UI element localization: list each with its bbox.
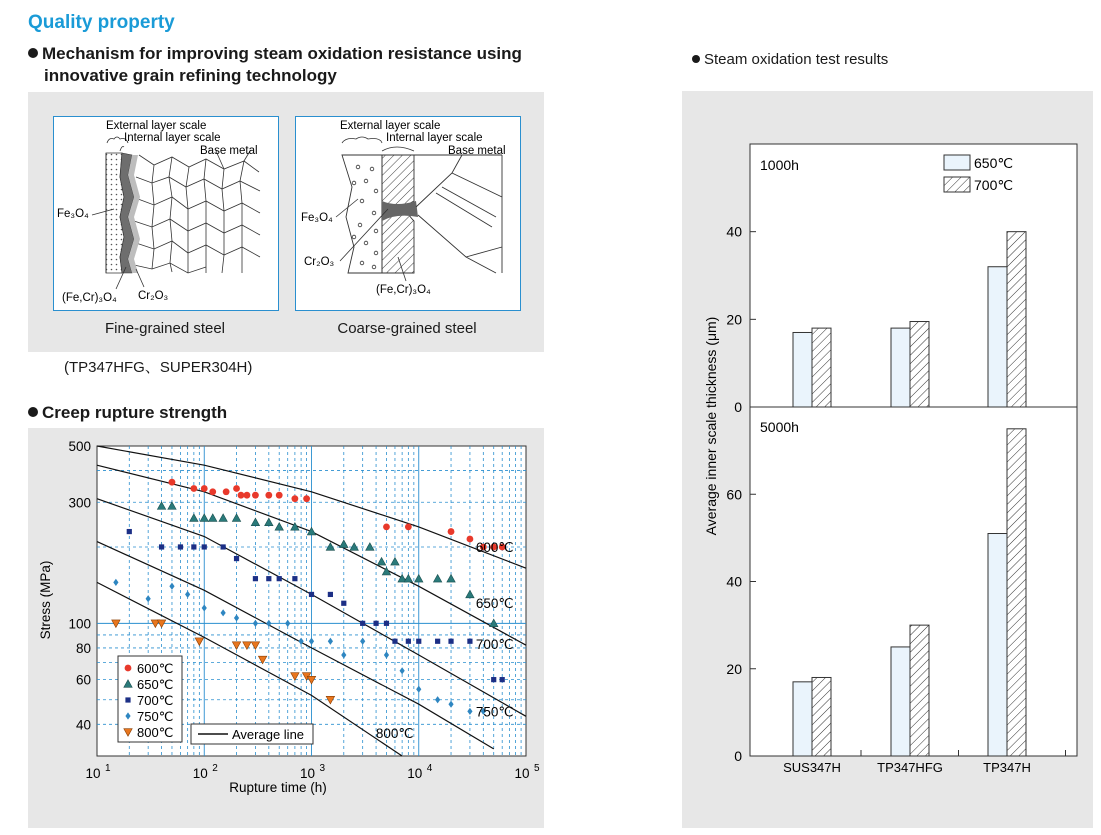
creep-y-tick-label: 60 (75, 672, 91, 688)
creep-point-circle (252, 492, 259, 499)
steam-y-tick-label: 0 (734, 399, 742, 415)
creep-point-square (416, 639, 421, 644)
steels-note: (TP347HFG、SUPER304H) (64, 359, 253, 376)
steam-y-tick-label: 60 (726, 486, 742, 503)
steam-bar-650 (891, 328, 910, 407)
bullet-icon (28, 48, 38, 58)
creep-point-square (360, 621, 365, 626)
fine-fecr-label: (Fe,Cr)₃O₄ (62, 292, 117, 304)
creep-point-circle (190, 485, 197, 492)
creep-y-tick-label: 40 (75, 717, 91, 733)
creep-point-square (341, 601, 346, 606)
creep-x-tick-exponent: 2 (212, 763, 218, 774)
legend-650-label: 650℃ (974, 155, 1014, 171)
fine-internal-label: Internal layer scale (124, 132, 221, 144)
creep-x-tick-exponent: 3 (319, 763, 326, 774)
coarse-grained-caption: Coarse-grained steel (337, 320, 477, 337)
steam-bar-700 (812, 328, 831, 407)
creep-point-square (277, 576, 282, 581)
steam-y-tick-label: 20 (726, 311, 742, 328)
creep-x-label: Rupture time (h) (229, 780, 327, 795)
fine-grained-figure (54, 117, 278, 310)
coarse-base-label: Base metal (448, 145, 506, 157)
steam-bar-700 (910, 322, 929, 407)
grain-network (134, 151, 260, 273)
creep-point-circle (201, 485, 208, 492)
steam-bar-650 (988, 534, 1007, 756)
creep-point-square (384, 621, 389, 626)
steam-y-tick-label: 20 (726, 660, 742, 677)
creep-x-tick-label: 10 (514, 766, 530, 781)
creep-point-square (373, 621, 378, 626)
steam-1000h-title: 1000h (760, 157, 799, 173)
creep-temp-label: 700℃ (475, 636, 514, 652)
fine-cr2o3-label: Cr₂O₃ (138, 290, 169, 302)
creep-y-tick-label: 100 (68, 616, 91, 632)
creep-point-square (253, 576, 258, 581)
creep-point-square (221, 544, 226, 549)
creep-point-square (292, 576, 297, 581)
creep-y-tick-label: 300 (68, 495, 91, 511)
creep-temp-label: 600℃ (475, 539, 514, 555)
creep-legend-label: 650℃ (137, 677, 174, 692)
mechanism-heading (28, 44, 522, 64)
coarse-fecr-label: (Fe,Cr)₃O₄ (376, 284, 431, 296)
creep-point-square (266, 576, 271, 581)
creep-point-circle (467, 536, 474, 543)
creep-legend-label: 600℃ (137, 661, 174, 676)
steam-category-label: TP347HFG (877, 760, 943, 775)
creep-point-circle (383, 523, 390, 530)
creep-y-tick-label: 80 (75, 640, 91, 656)
coarse-fe3o4-label: Fe₃O₄ (301, 212, 333, 224)
creep-point-square (500, 677, 505, 682)
steam-category-label: SUS347H (783, 760, 841, 775)
steam-bar-650 (891, 647, 910, 756)
creep-legend-label: 800℃ (137, 725, 174, 740)
creep-heading-text: Creep rupture strength (42, 403, 228, 422)
coarse-cr2o3-label: Cr₂O₃ (304, 256, 335, 268)
creep-temp-label: 650℃ (475, 596, 514, 612)
coarse-external-scale (342, 155, 382, 273)
creep-x-tick-exponent: 4 (426, 763, 433, 774)
creep-point-circle (233, 485, 240, 492)
creep-temp-label: 750℃ (475, 704, 514, 720)
legend-650-swatch (944, 155, 970, 170)
steam-bar-700 (910, 625, 929, 756)
coarse-grained-diagram (295, 116, 521, 311)
creep-legend-label: 750℃ (137, 709, 174, 724)
creep-point-square (435, 639, 440, 644)
coarse-grained-figure (296, 117, 520, 310)
steam-heading (692, 51, 888, 68)
steam-y-tick-label: 40 (726, 573, 742, 590)
fine-base-label: Base metal (200, 145, 258, 157)
creep-x-tick-label: 10 (407, 766, 423, 781)
creep-temp-label: 800℃ (375, 725, 414, 741)
creep-x-tick-exponent: 5 (534, 763, 540, 774)
creep-x-tick-exponent: 1 (105, 763, 111, 774)
steam-bar-650 (988, 267, 1007, 407)
creep-point-circle (405, 523, 412, 530)
steam-y-tick-label: 40 (726, 223, 742, 240)
mechanism-heading-line2: innovative grain refining technology (44, 66, 337, 85)
creep-point-circle (223, 488, 230, 495)
legend-700-swatch (944, 177, 970, 192)
steam-bar-700 (1007, 429, 1026, 756)
creep-point-square (178, 544, 183, 549)
creep-point-square (191, 544, 196, 549)
fine-grained-caption: Fine-grained steel (104, 320, 226, 337)
creep-x-tick-label: 10 (299, 766, 316, 781)
creep-point-square (234, 556, 239, 561)
creep-point-circle (265, 492, 272, 499)
creep-heading (28, 403, 227, 423)
legend-marker-circle (125, 665, 132, 672)
creep-legend-label: 700℃ (137, 693, 174, 708)
bullet-icon (28, 407, 38, 417)
creep-point-square (392, 639, 397, 644)
steam-y-label: Average inner scale thickness (μm) (703, 316, 719, 536)
legend-700-label: 700℃ (974, 177, 1014, 193)
creep-point-circle (448, 528, 455, 535)
bullet-icon (692, 55, 700, 63)
steam-bar-650 (793, 332, 812, 407)
fine-grained-diagram (53, 116, 279, 311)
legend-marker-square (125, 697, 130, 702)
creep-y-tick-label: 500 (68, 439, 91, 454)
steam-bar-700 (812, 677, 831, 756)
creep-point-square (159, 544, 164, 549)
creep-point-circle (209, 488, 216, 495)
cr-layer (128, 155, 140, 273)
creep-point-square (491, 677, 496, 682)
creep-point-square (448, 639, 453, 644)
creep-point-square (467, 639, 472, 644)
creep-point-circle (238, 492, 245, 499)
steam-chart (682, 91, 1093, 828)
creep-x-tick-label: 10 (192, 766, 208, 781)
creep-point-square (127, 529, 132, 534)
steam-bar-650 (793, 682, 812, 756)
creep-point-square (202, 544, 207, 549)
creep-point-square (328, 592, 333, 597)
creep-point-circle (291, 495, 298, 502)
fine-fe3o4-label: Fe₃O₄ (57, 208, 89, 220)
creep-point-circle (303, 495, 310, 502)
coarse-internal-label: Internal layer scale (386, 132, 483, 144)
coarse-grains (414, 155, 502, 273)
creep-point-square (406, 639, 411, 644)
creep-point-circle (169, 479, 176, 486)
steam-heading-text: Steam oxidation test results (704, 51, 889, 68)
mechanism-heading-line1: Mechanism for improving steam oxidation resistance using (42, 44, 522, 63)
creep-point-circle (244, 492, 251, 499)
creep-chart (28, 428, 544, 828)
page-title: Quality property (28, 12, 175, 33)
creep-point-circle (276, 492, 283, 499)
creep-x-tick-label: 10 (85, 766, 101, 781)
fine-external-label: External layer scale (106, 120, 207, 132)
steam-5000h-title: 5000h (760, 419, 799, 435)
steam-y-tick-label: 0 (734, 748, 742, 764)
creep-y-label: Stress (MPa) (38, 560, 53, 640)
creep-point-square (309, 592, 314, 597)
average-line-label: Average line (232, 727, 305, 742)
steam-bar-700 (1007, 232, 1026, 407)
coarse-external-label: External layer scale (340, 120, 441, 132)
steam-category-label: TP347H (983, 760, 1031, 775)
